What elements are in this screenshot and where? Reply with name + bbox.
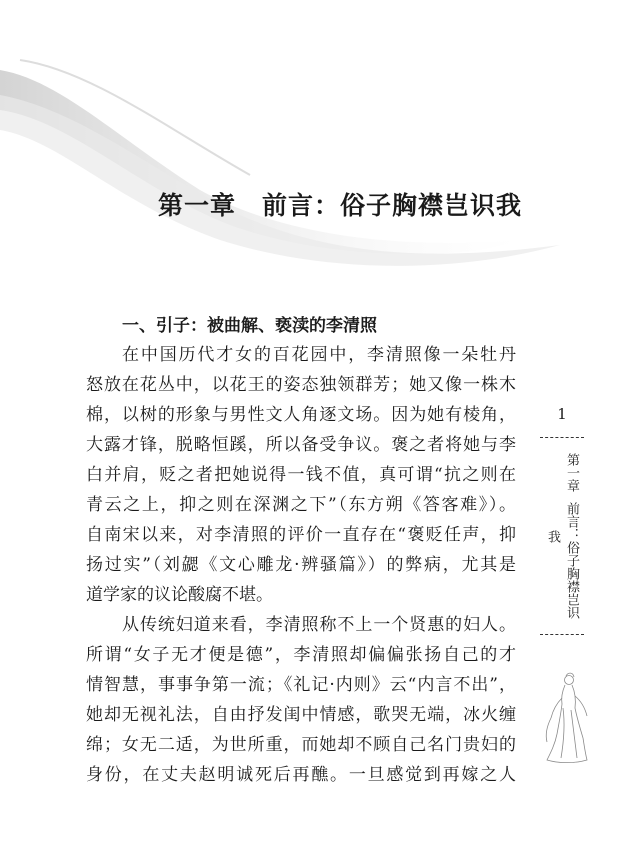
divider: [540, 437, 584, 438]
running-head-title: 前言：俗子胸襟岂识我: [545, 502, 579, 619]
page-sidebar: [537, 405, 587, 635]
text-line: 怒放在花丛中，以花王的姿态独领群芳；她又像一株木: [86, 375, 516, 395]
text-line: 自南宋以来，对李清照的评价一直存在“褒贬任声，抑: [86, 525, 516, 545]
text-line: 白并肩，贬之者把她说得一钱不值，真可谓“抗之则在: [86, 465, 516, 485]
page-number: 1: [557, 405, 567, 423]
divider: [540, 634, 584, 635]
running-head-chapter: 第一章: [564, 453, 579, 492]
text-line: 大露才锋，脱略恒蹊，所以备受争议。褒之者将她与李: [86, 435, 516, 455]
text-line: 从传统妇道来看，李清照称不上一个贤惠的妇人。: [122, 615, 516, 635]
text-line: 她却无视礼法，自由抒发闺中情感，歌哭无端，冰火缠: [86, 705, 516, 725]
text-line: 在中国历代才女的百花园中，李清照像一朵牡丹: [122, 345, 516, 365]
text-line: 身份，在丈夫赵明诚死后再醮。一旦感觉到再嫁之人: [86, 765, 516, 785]
text-line: 情智慧，事事争第一流；《礼记·内则》云“内言不出”，: [86, 675, 516, 695]
text-line: 青云之上，抑之则在深渊之下”（东方朔《答客难》）。: [86, 495, 516, 515]
text-line: 扬过实”（刘勰《文心雕龙·辨骚篇》）的弊病，尤其是: [86, 555, 516, 575]
body-text: [86, 340, 516, 790]
chapter-title-text: 前言：俗子胸襟岂识我: [262, 191, 523, 220]
text-line: 所谓“女子无才便是德”，李清照却偏偏张扬自己的才: [86, 645, 516, 665]
lady-figure-illustration: [535, 668, 595, 768]
decorative-swoosh: [0, 0, 618, 300]
text-line: 棉，以树的形象与男性文人角逐文场。因为她有棱角，: [86, 405, 516, 425]
running-head: [543, 448, 581, 624]
text-line: 绵；女无二适，为世所重，而她却不顾自己名门贵妇的: [86, 735, 516, 755]
section-heading: 一、引子：被曲解、亵渎的李清照: [122, 316, 377, 336]
chapter-title: [158, 186, 522, 222]
text-line: 道学家的议论酸腐不堪。: [86, 585, 273, 605]
chapter-label: 第一章: [158, 191, 237, 220]
